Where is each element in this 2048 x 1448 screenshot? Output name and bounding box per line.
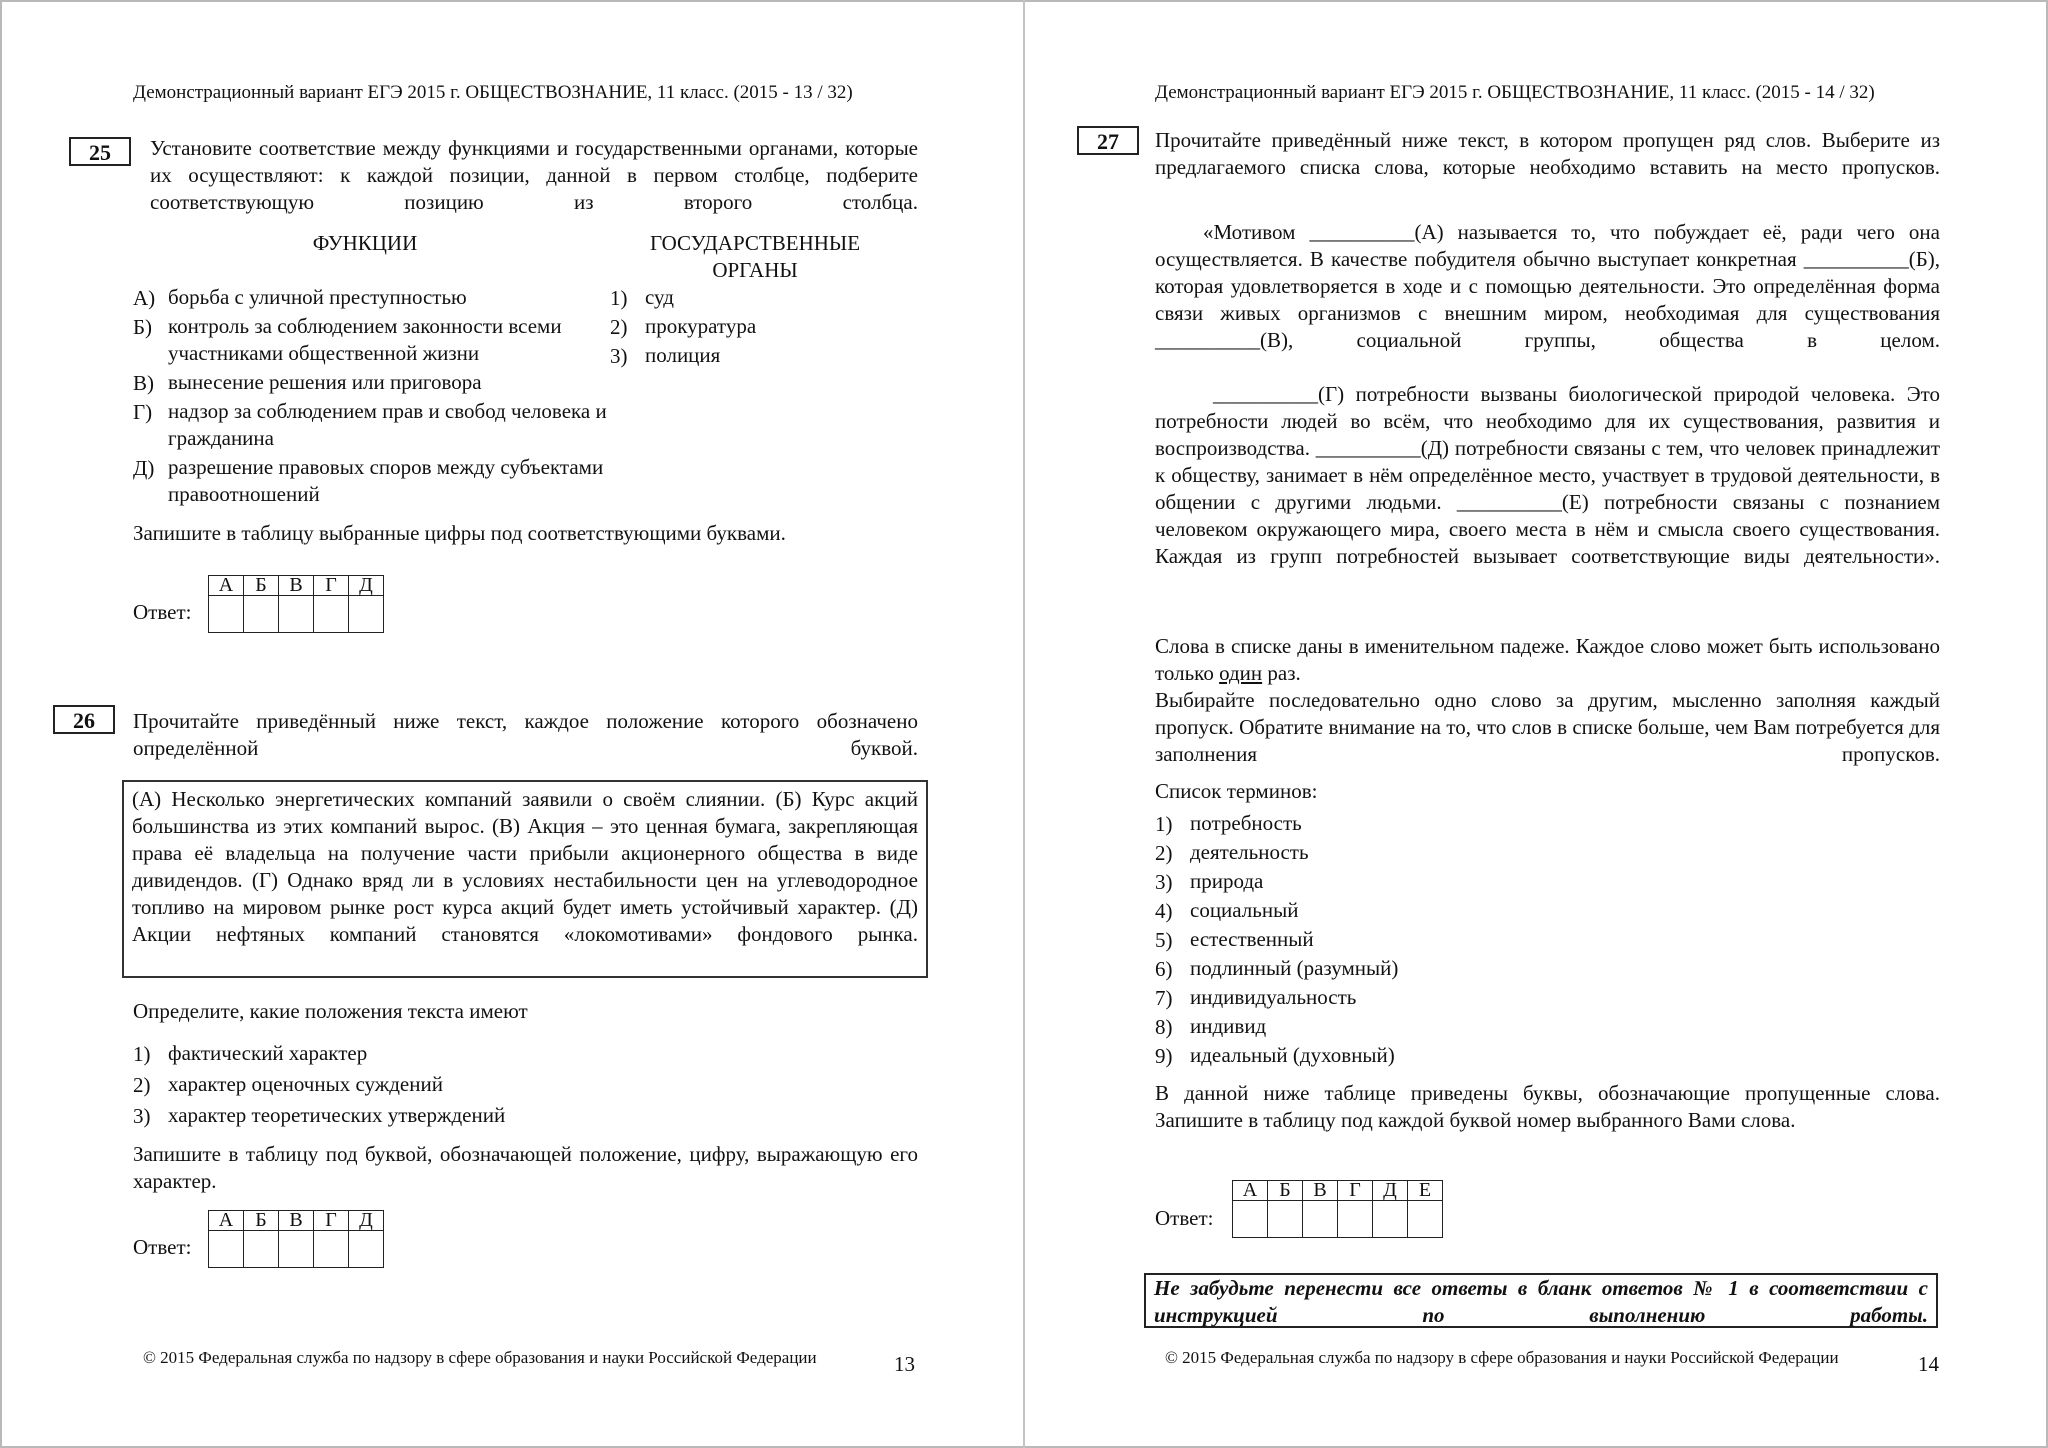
- item-text: идеальный (духовный): [1190, 1043, 1395, 1067]
- terms-title: Список терминов:: [1155, 779, 1318, 803]
- item-text: индивид: [1190, 1014, 1267, 1038]
- item-key: 9): [1155, 1044, 1173, 1068]
- task-number-26: 26: [53, 705, 115, 734]
- item-key: 1): [133, 1042, 151, 1066]
- item-key: 2): [610, 315, 628, 339]
- answer-letter-cell: В: [279, 576, 314, 596]
- item-text: естественный: [1190, 927, 1314, 951]
- transfer-answers-reminder: [1144, 1273, 1938, 1328]
- task-number-27: 27: [1077, 126, 1139, 155]
- item-text: разрешение правовых споров между субъектами правоотношений: [168, 455, 604, 506]
- item-text: природа: [1190, 869, 1264, 893]
- answer-letter-cell: А: [1233, 1181, 1268, 1201]
- page-header: Демонстрационный вариант ЕГЭ 2015 г. ОБЩЕСТВОЗНАНИЕ, 11 класс. (2015 - 13 / 32): [133, 82, 853, 103]
- answer-letter-cell: Д: [1373, 1181, 1408, 1201]
- reminder-text: Не забудьте перенести все ответы в бланк ответов № 1 в соответствии с инструкцией по выполнению работы.: [1154, 1276, 1928, 1327]
- functions-column-title: ФУНКЦИИ: [312, 231, 418, 255]
- item-key: 4): [1155, 899, 1173, 923]
- item-text: социальный: [1190, 898, 1299, 922]
- item-text: подлинный (разумный): [1190, 956, 1399, 980]
- task-25-instruction: Установите соответствие между функциями и государственными органами, которые их осуществляют: к каждой позиции, данной в первом столбце, подберите соответствующую позицию из второго столбца.: [150, 136, 918, 214]
- copyright-footer: © 2015 Федеральная служба по надзору в сфере образования и науки Российской Федерации: [143, 1348, 817, 1367]
- item-key: 3): [1155, 870, 1173, 894]
- item-key: Д): [133, 456, 155, 480]
- answer-input-cell[interactable]: [279, 596, 314, 633]
- item-key: Б): [133, 315, 153, 339]
- answer-letter-cell: Б: [1268, 1181, 1303, 1201]
- answer-input-cell[interactable]: [1338, 1201, 1373, 1238]
- answer-letter-cell: Б: [244, 576, 279, 596]
- task-26-instruction: Прочитайте приведённый ниже текст, каждое положение которого обозначено определённой буквой.: [133, 709, 918, 760]
- answer-letter-cell: Г: [314, 1211, 349, 1231]
- answer-input-cell[interactable]: [244, 1231, 279, 1268]
- item-key: 1): [610, 286, 628, 310]
- item-text: борьба с уличной преступностью: [168, 285, 467, 309]
- item-text: индивидуальность: [1190, 985, 1357, 1009]
- page-number: 13: [894, 1352, 915, 1376]
- answer-letter-cell: Г: [1338, 1181, 1373, 1201]
- task-number-25: 25: [69, 137, 131, 166]
- words-note-end: раз.: [1262, 661, 1301, 685]
- page-14: [1025, 0, 2048, 1448]
- item-key: 6): [1155, 957, 1173, 981]
- answer-input-cell[interactable]: [349, 596, 384, 633]
- answer-input-cell[interactable]: [209, 1231, 244, 1268]
- words-note: [1155, 633, 1940, 687]
- item-key: 2): [133, 1073, 151, 1097]
- answer-input-cell[interactable]: [1268, 1201, 1303, 1238]
- answer-input-cell[interactable]: [279, 1231, 314, 1268]
- words-note-text: Слова в списке даны в именительном падеже. Каждое слово может быть использовано только: [1155, 634, 1940, 685]
- task-26-write-note: Запишите в таблицу под буквой, обозначающей положение, цифру, выражающую его характер.: [133, 1142, 918, 1193]
- quoted-text: (А) Несколько энергетических компаний заявили о своём слиянии. (Б) Курс акций большинства из этих компаний вырос. (В) Акция – это ценная бумага, закрепляющая права её владельца на получение части прибыли акционерного общества в виде дивидендов. (Г) Однако вряд ли в условиях нестабильности цен на углеводородное топливо на мировом рынке рост курса акций будет иметь устойчивый характер. (Д) Акции нефтяных компаний становятся «локомотивами» фондового рынка.: [132, 787, 918, 946]
- item-key: 5): [1155, 928, 1173, 952]
- item-key: А): [133, 286, 156, 310]
- answer-input-cell[interactable]: [244, 596, 279, 633]
- item-key: 2): [1155, 841, 1173, 865]
- answer-letter-cell: В: [1303, 1181, 1338, 1201]
- answer-letter-cell: В: [279, 1211, 314, 1231]
- answer-table-26[interactable]: [208, 1210, 384, 1268]
- item-text: характер теоретических утверждений: [168, 1103, 506, 1127]
- answer-table-25[interactable]: [208, 575, 384, 633]
- answer-input-cell[interactable]: [314, 1231, 349, 1268]
- answer-letter-cell: Д: [349, 1211, 384, 1231]
- item-key: Г): [133, 400, 153, 424]
- answer-input-cell[interactable]: [1233, 1201, 1268, 1238]
- answer-letter-cell: Д: [349, 576, 384, 596]
- item-text: деятельность: [1190, 840, 1309, 864]
- page-number: 14: [1918, 1352, 1939, 1376]
- item-text: полиция: [645, 343, 721, 367]
- answer-input-cell[interactable]: [1303, 1201, 1338, 1238]
- page-header: Демонстрационный вариант ЕГЭ 2015 г. ОБЩЕСТВОЗНАНИЕ, 11 класс. (2015 - 14 / 32): [1155, 82, 1875, 103]
- answer-letter-cell: Е: [1408, 1181, 1443, 1201]
- task-25-write-note: Запишите в таблицу выбранные цифры под соответствующими буквами.: [133, 521, 786, 545]
- selection-instruction: Выбирайте последовательно одно слово за другим, мысленно заполняя каждый пропуск. Обратите внимание на то, что слов в списке больше, чем Вам потребуется для заполнения пропусков.: [1155, 688, 1940, 766]
- page-13: [0, 0, 1023, 1448]
- answer-input-cell[interactable]: [1408, 1201, 1443, 1238]
- passage-paragraph-2: __________(Г) потребности вызваны биологической природой человека. Это потребности людей во всём, что необходимо для их существования, развития и воспроизводства. __________(Д) потребности связаны с тем, что человек принадлежит к обществу, занимает в нём определённое место, участвует в трудовой деятельности, в общении с другими людьми. __________(Е) потребности связаны с познанием человеком окружающего мира, своего места в нём и смысла своего существования. Каждая из групп потребностей вызывает соответствующие виды деятельности».: [1155, 382, 1940, 568]
- answer-label: Ответ:: [133, 1235, 192, 1259]
- answer-letter-cell: А: [209, 1211, 244, 1231]
- item-key: 7): [1155, 986, 1173, 1010]
- answer-input-cell[interactable]: [314, 596, 349, 633]
- answer-label: Ответ:: [133, 600, 192, 624]
- item-text: контроль за соблюдением законности всеми участниками общественной жизни: [168, 314, 562, 365]
- item-text: характер оценочных суждений: [168, 1072, 443, 1096]
- answer-input-cell[interactable]: [349, 1231, 384, 1268]
- item-text: фактический характер: [168, 1041, 368, 1065]
- task-27-instruction: Прочитайте приведённый ниже текст, в котором пропущен ряд слов. Выберите из предлагаемого списка слова, которые необходимо вставить на место пропусков.: [1155, 128, 1940, 179]
- organs-column-title: ГОСУДАРСТВЕННЫЕ ОРГАНЫ: [649, 231, 861, 282]
- answer-table-27[interactable]: [1232, 1180, 1443, 1238]
- item-key: 8): [1155, 1015, 1173, 1039]
- item-key: 3): [133, 1104, 151, 1128]
- item-text: суд: [645, 285, 674, 309]
- quoted-text-box: [122, 780, 928, 978]
- item-text: вынесение решения или приговора: [168, 370, 482, 394]
- answer-letter-cell: Г: [314, 576, 349, 596]
- item-text: прокуратура: [645, 314, 757, 338]
- passage-paragraph-1: «Мотивом __________(А) называется то, что побуждает её, ради чего она осуществляется. В качестве побудителя обычно выступает конкретная __________(Б), которая удовлетворяется в ходе и с помощью деятельности. Это определённая форма связи живых организмов с внешним миром, необходимая для существования __________(В), социальной группы, общества в целом.: [1155, 220, 1940, 352]
- copyright-footer: © 2015 Федеральная служба по надзору в сфере образования и науки Российской Федерации: [1165, 1348, 1839, 1367]
- answer-letter-cell: А: [209, 576, 244, 596]
- item-key: В): [133, 371, 154, 395]
- task-26-question: Определите, какие положения текста имеют: [133, 999, 528, 1023]
- item-key: 3): [610, 344, 628, 368]
- answer-label: Ответ:: [1155, 1206, 1214, 1230]
- answer-input-cell[interactable]: [209, 596, 244, 633]
- table-note: В данной ниже таблице приведены буквы, обозначающие пропущенные слова. Запишите в таблицу под каждой буквой номер выбранного Вами слова.: [1155, 1081, 1940, 1132]
- item-key: 1): [1155, 812, 1173, 836]
- answer-letter-cell: Б: [244, 1211, 279, 1231]
- item-text: потребность: [1190, 811, 1302, 835]
- item-text: надзор за соблюдением прав и свобод человека и гражданина: [168, 399, 607, 450]
- words-note-emphasis: один: [1219, 661, 1263, 685]
- answer-input-cell[interactable]: [1373, 1201, 1408, 1238]
